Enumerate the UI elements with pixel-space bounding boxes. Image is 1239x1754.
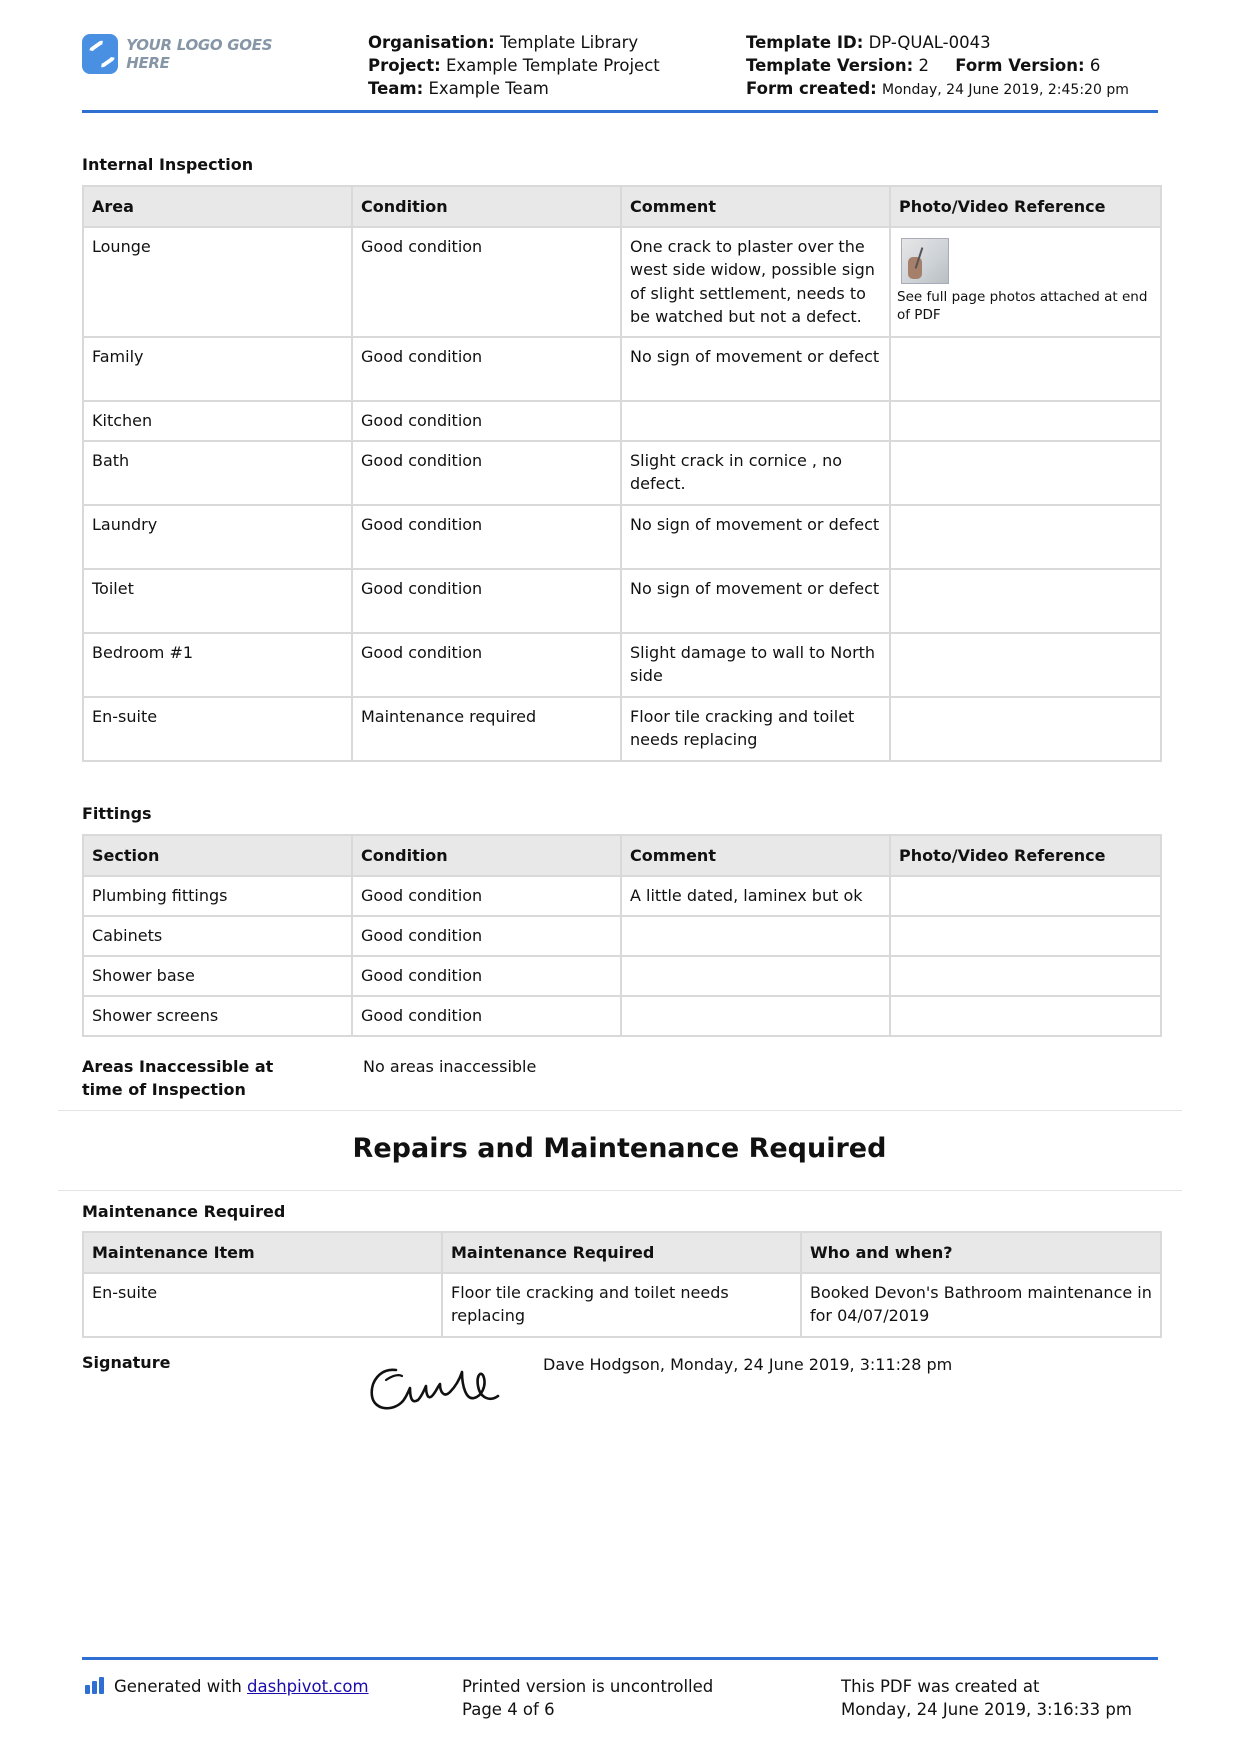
area-cell: En-suite (83, 697, 352, 761)
form-created-line: Form created: Monday, 24 June 2019, 2:45:20 pm (746, 79, 1129, 98)
photo-cell (890, 633, 1161, 697)
table-row (83, 227, 1161, 337)
comment-cell: Floor tile cracking and toilet needs replacing (621, 697, 890, 761)
area-cell: Laundry (83, 505, 352, 569)
photo-thumbnail[interactable] (901, 238, 949, 284)
comment-cell: No sign of movement or defect (621, 505, 890, 569)
logo-text: YOUR LOGO GOES HERE (126, 36, 273, 72)
column-header: Photo/Video Reference (890, 186, 1161, 227)
column-header: Maintenance Required (442, 1232, 801, 1273)
area-cell: Bedroom #1 (83, 633, 352, 697)
table-header-row (83, 186, 1161, 227)
column-header: Section (83, 835, 352, 876)
who-when-cell: Booked Devon's Bathroom maintenance in for 04/07/2019 (801, 1273, 1161, 1337)
table-row (83, 956, 1161, 996)
inaccessible-value: No areas inaccessible (363, 1057, 537, 1076)
comment-cell (621, 996, 890, 1036)
table-row (83, 569, 1161, 633)
condition-cell: Maintenance required (352, 697, 621, 761)
signature-image (366, 1358, 504, 1416)
footer-rule (82, 1657, 1158, 1660)
condition-cell: Good condition (352, 916, 621, 956)
condition-cell: Good condition (352, 227, 621, 337)
column-header: Area (83, 186, 352, 227)
comment-cell: Slight damage to wall to North side (621, 633, 890, 697)
area-cell: Family (83, 337, 352, 401)
comment-cell: No sign of movement or defect (621, 337, 890, 401)
company-logo (82, 33, 302, 75)
footer-center (462, 1675, 713, 1721)
column-header: Condition (352, 835, 621, 876)
comment-cell (621, 401, 890, 441)
area-cell: Bath (83, 441, 352, 505)
table-row (83, 441, 1161, 505)
maintenance-table (82, 1231, 1162, 1338)
uncontrolled-note: Printed version is uncontrolled (462, 1677, 714, 1696)
photo-cell (890, 916, 1161, 956)
column-header: Comment (621, 186, 890, 227)
photo-cell (890, 956, 1161, 996)
table-header-row (83, 835, 1161, 876)
area-cell: Toilet (83, 569, 352, 633)
header-rule (82, 110, 1158, 113)
condition-cell: Good condition (352, 996, 621, 1036)
maintenance-item-cell: En-suite (83, 1273, 442, 1337)
section-cell: Plumbing fittings (83, 876, 352, 916)
column-header: Photo/Video Reference (890, 835, 1161, 876)
inaccessible-label: Areas Inaccessible at time of Inspection (82, 1057, 274, 1099)
table-row (83, 697, 1161, 761)
photo-cell (890, 505, 1161, 569)
maintenance-title: Maintenance Required (82, 1202, 286, 1221)
photo-cell (890, 697, 1161, 761)
condition-cell: Good condition (352, 633, 621, 697)
signature-label: Signature (82, 1353, 171, 1372)
column-header: Condition (352, 186, 621, 227)
column-header: Who and when? (801, 1232, 1161, 1273)
photo-cell (890, 227, 1161, 337)
photo-note: See full page photos attached at end of PDF (897, 288, 1148, 323)
column-header: Maintenance Item (83, 1232, 442, 1273)
template-id-line: Template ID: DP-QUAL-0043 (746, 33, 991, 52)
comment-cell (621, 916, 890, 956)
photo-cell (890, 876, 1161, 916)
team-line: Team: Example Team (368, 79, 549, 98)
page-number: Page 4 of 6 (462, 1700, 555, 1719)
table-row (83, 337, 1161, 401)
photo-cell (890, 401, 1161, 441)
comment-cell: One crack to plaster over the west side widow, possible sign of slight settlement, needs to be watched but not a defect. (621, 227, 890, 337)
pdf-created-label: This PDF was created at (841, 1677, 1040, 1696)
comment-cell: A little dated, laminex but ok (621, 876, 890, 916)
project-line: Project: Example Template Project (368, 56, 660, 75)
condition-cell: Good condition (352, 401, 621, 441)
pdf-created-value: Monday, 24 June 2019, 3:16:33 pm (841, 1700, 1132, 1719)
table-row (83, 505, 1161, 569)
dashpivot-bars-icon (85, 1677, 106, 1700)
condition-cell: Good condition (352, 956, 621, 996)
section-cell: Shower screens (83, 996, 352, 1036)
comment-cell: No sign of movement or defect (621, 569, 890, 633)
repairs-title: Repairs and Maintenance Required (352, 1133, 887, 1164)
section-cell: Cabinets (83, 916, 352, 956)
table-row (83, 876, 1161, 916)
condition-cell: Good condition (352, 505, 621, 569)
column-header: Comment (621, 835, 890, 876)
fittings-table (82, 834, 1162, 1037)
section-divider (58, 1190, 1182, 1191)
footer-generated: Generated with dashpivot.com (85, 1675, 369, 1700)
photo-cell (890, 441, 1161, 505)
logo-mark-icon (82, 34, 118, 74)
area-cell: Lounge (83, 227, 352, 337)
condition-cell: Good condition (352, 337, 621, 401)
organisation-line: Organisation: Template Library (368, 33, 639, 52)
header-right-meta (746, 31, 1129, 102)
condition-cell: Good condition (352, 876, 621, 916)
fittings-title: Fittings (82, 804, 152, 823)
footer-right (841, 1675, 1132, 1721)
photo-cell (890, 337, 1161, 401)
comment-cell: Slight crack in cornice , no defect. (621, 441, 890, 505)
section-divider (58, 1110, 1182, 1111)
photo-cell (890, 569, 1161, 633)
comment-cell (621, 956, 890, 996)
internal-inspection-title: Internal Inspection (82, 155, 254, 174)
table-header-row (83, 1232, 1161, 1273)
signature-details: Dave Hodgson, Monday, 24 June 2019, 3:11:28 pm (543, 1355, 953, 1374)
dashpivot-link[interactable]: dashpivot.com (247, 1677, 369, 1696)
table-row (83, 916, 1161, 956)
condition-cell: Good condition (352, 441, 621, 505)
table-row (83, 1273, 1161, 1337)
table-row (83, 633, 1161, 697)
table-row (83, 401, 1161, 441)
maintenance-required-cell: Floor tile cracking and toilet needs replacing (442, 1273, 801, 1337)
photo-cell (890, 996, 1161, 1036)
header-left-meta (368, 31, 660, 100)
table-row (83, 996, 1161, 1036)
version-line: Template Version: 2 Form Version: 6 (746, 56, 1101, 75)
condition-cell: Good condition (352, 569, 621, 633)
internal-inspection-table (82, 185, 1162, 762)
area-cell: Kitchen (83, 401, 352, 441)
section-cell: Shower base (83, 956, 352, 996)
